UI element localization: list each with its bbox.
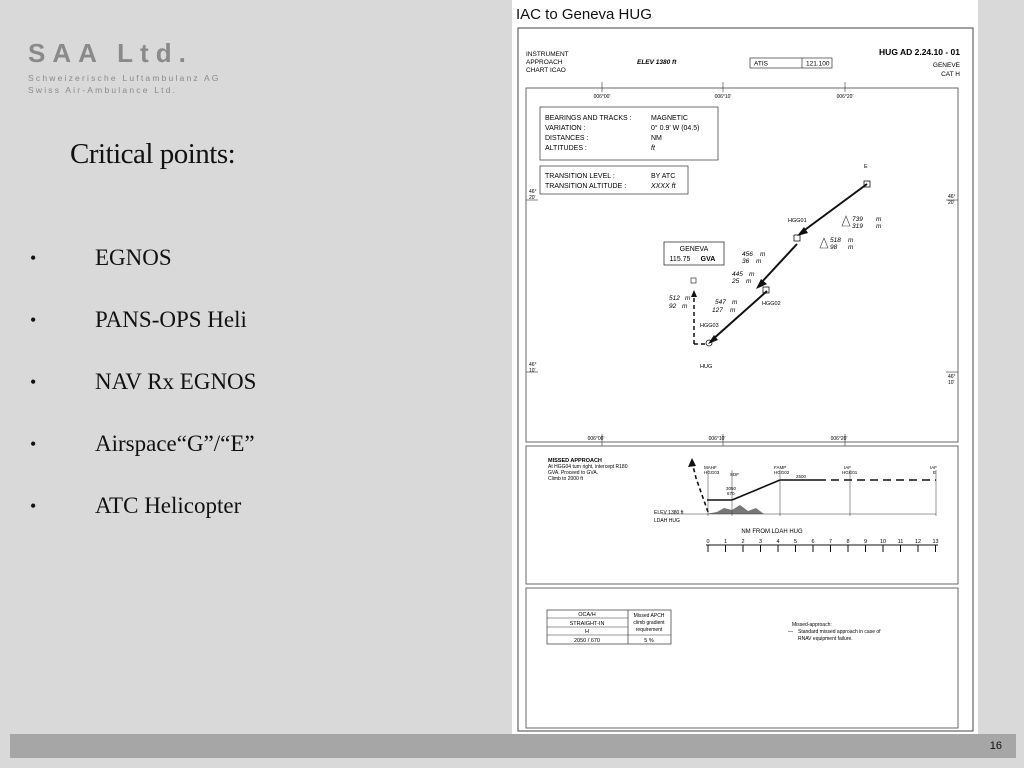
svg-text:13: 13 bbox=[932, 539, 939, 545]
bullet-text: ATC Helicopter bbox=[95, 493, 242, 518]
note-line: Standard missed approach in case of bbox=[798, 629, 881, 635]
svg-text:m: m bbox=[876, 223, 882, 230]
atis-freq: 121.100 bbox=[806, 60, 830, 68]
obstacle-ft: 512 bbox=[669, 295, 680, 302]
company-subtitle-en: Swiss Air-Ambulance Ltd. bbox=[28, 85, 178, 95]
company-logo bbox=[28, 38, 221, 96]
table-cell: 5 % bbox=[644, 638, 654, 644]
obstacle-m: 319 bbox=[852, 223, 863, 230]
info-label: ALTITUDES : bbox=[545, 145, 587, 152]
table-header: requirement bbox=[635, 627, 663, 633]
svg-text:0: 0 bbox=[706, 539, 710, 545]
transition-label: TRANSITION ALTITUDE : bbox=[545, 183, 627, 190]
transition-value: XXXX ft bbox=[651, 183, 676, 190]
bullet-icon: • bbox=[30, 434, 37, 454]
info-label: DISTANCES : bbox=[545, 135, 589, 142]
lon-tick-label: 006°20' bbox=[830, 436, 848, 442]
lat-tick-label: 46° bbox=[529, 362, 537, 368]
svg-text:m: m bbox=[848, 244, 854, 251]
info-value: MAGNETIC bbox=[651, 115, 688, 122]
header-line3: CHART ICAO bbox=[526, 67, 566, 74]
lat-tick-label: 46° bbox=[948, 374, 956, 380]
navaid-name: GENEVA bbox=[679, 246, 709, 253]
obstacle-m: 36 bbox=[742, 258, 750, 265]
chart-doc-id: HUG AD 2.24.10 - 01 bbox=[879, 47, 960, 57]
transition-label: TRANSITION LEVEL : bbox=[545, 173, 615, 180]
obstacle-icon bbox=[820, 238, 828, 248]
svg-text:12: 12 bbox=[914, 539, 922, 545]
company-name: SAA Ltd. bbox=[28, 38, 193, 68]
waypoint-label: HUG bbox=[700, 364, 713, 370]
waypoint-hgg01-icon bbox=[794, 235, 800, 241]
profile-point: FAMP bbox=[774, 465, 787, 470]
svg-text:m: m bbox=[732, 299, 738, 306]
profile-point: HGG03 bbox=[704, 470, 720, 475]
minima-frame bbox=[526, 588, 958, 728]
lon-ticks-top bbox=[594, 82, 854, 100]
lat-ticks bbox=[526, 189, 958, 386]
bullet-text: Airspace“G”/“E” bbox=[95, 431, 255, 456]
lat-tick-label: 46° bbox=[529, 189, 537, 195]
approach-chart-image bbox=[512, 0, 978, 734]
info-label: BEARINGS AND TRACKS : bbox=[545, 115, 632, 122]
lon-tick-label: 006°20' bbox=[836, 94, 854, 100]
svg-text:10: 10 bbox=[879, 539, 887, 545]
bullet-text: EGNOS bbox=[95, 245, 172, 270]
svg-text:m: m bbox=[746, 278, 752, 285]
bullet-icon: • bbox=[30, 310, 37, 330]
table-header: OCA/H bbox=[578, 612, 596, 618]
approach-chart bbox=[512, 0, 978, 734]
profile-altitude: 670 bbox=[727, 491, 735, 496]
obstacle-ft: 445 bbox=[732, 271, 743, 278]
table-header: Missed APCH bbox=[633, 613, 665, 619]
profile-point: HGG01 bbox=[842, 470, 858, 475]
header-line1: INSTRUMENT bbox=[526, 51, 569, 58]
footer-bar bbox=[10, 734, 1016, 758]
slide-title: Critical points: bbox=[70, 138, 236, 170]
svg-text:1: 1 bbox=[723, 539, 728, 545]
svg-text:2: 2 bbox=[741, 539, 745, 545]
header-elev: ELEV 1380 ft bbox=[637, 59, 677, 66]
note-line: RNAV equipment failure. bbox=[798, 636, 853, 642]
svg-text:5: 5 bbox=[793, 539, 798, 545]
lat-tick-label: 20' bbox=[948, 200, 955, 206]
info-value: NM bbox=[651, 135, 662, 142]
obstacle-ft: 456 bbox=[742, 251, 753, 258]
chart-category: CAT H bbox=[941, 71, 960, 78]
svg-text:3: 3 bbox=[758, 539, 763, 545]
svg-text:m: m bbox=[848, 237, 854, 244]
transition-value: BY ATC bbox=[651, 173, 676, 180]
lat-tick-label: 10' bbox=[948, 380, 955, 386]
obstacle-ft: 739 bbox=[852, 216, 863, 223]
table-subheader: H bbox=[585, 629, 589, 635]
profile-point: HGG02 bbox=[774, 470, 790, 475]
header-line2: APPROACH bbox=[526, 59, 563, 66]
svg-text:8: 8 bbox=[846, 539, 850, 545]
lon-ticks-bottom bbox=[588, 434, 848, 446]
profile-point: SDF bbox=[730, 472, 739, 477]
table-subheader: STRAIGHT-IN bbox=[569, 621, 605, 627]
waypoint-label: E bbox=[864, 164, 868, 170]
waypoint-label: HGG01 bbox=[788, 218, 807, 224]
svg-text:m: m bbox=[876, 216, 882, 223]
navaid-freq: 115.75 bbox=[669, 256, 691, 263]
chart-title: IAC to Geneva HUG bbox=[516, 6, 652, 23]
obstacle-m: 98 bbox=[830, 244, 838, 251]
svg-text:m: m bbox=[756, 258, 762, 265]
missed-approach-line: At HGG04 turn right, intercept R180 bbox=[548, 464, 628, 470]
note-dash-icon: — bbox=[788, 629, 793, 635]
profile-elev: ELEV 1380 ft bbox=[654, 510, 684, 516]
navaid-ident: GVA bbox=[700, 256, 716, 263]
bullet-icon: • bbox=[30, 372, 37, 392]
missed-approach-line: Climb to 2000 ft bbox=[548, 476, 584, 482]
svg-text:9: 9 bbox=[863, 539, 868, 545]
svg-text:6: 6 bbox=[811, 539, 815, 545]
profile-point: IAF bbox=[930, 465, 938, 470]
company-subtitle-de: Schweizerische Luftambulanz AG bbox=[28, 73, 221, 83]
scale-title: NM FROM LDAH HUG bbox=[741, 529, 803, 535]
svg-text:m: m bbox=[682, 303, 688, 310]
table-cell: 2050 / 670 bbox=[574, 638, 600, 644]
atis-label: ATIS bbox=[754, 60, 768, 68]
minima-table bbox=[547, 610, 671, 644]
lon-tick-label: 006°10' bbox=[708, 436, 726, 442]
bullet-text: PANS-OPS Heli bbox=[95, 307, 247, 332]
svg-text:7: 7 bbox=[828, 539, 833, 545]
lat-tick-label: 20' bbox=[529, 195, 536, 201]
note-title: Missed-approach: bbox=[792, 622, 832, 628]
obstacle-m: 127 bbox=[712, 307, 723, 314]
profile-point: MAHF bbox=[704, 465, 717, 470]
missed-approach-line: GVA. Proceed to GVA. bbox=[548, 470, 599, 476]
table-header: climb gradient bbox=[633, 620, 665, 626]
bullet-text: NAV Rx EGNOS bbox=[95, 369, 257, 394]
info-label: VARIATION : bbox=[545, 125, 586, 132]
bullet-icon: • bbox=[30, 248, 37, 268]
svg-text:m: m bbox=[685, 295, 691, 302]
profile-point: E bbox=[933, 470, 937, 475]
obstacle-ft: 518 bbox=[830, 237, 841, 244]
obstacle-m: 25 bbox=[732, 278, 740, 285]
svg-text:m: m bbox=[760, 251, 766, 258]
waypoint-label: HGG03 bbox=[700, 323, 719, 329]
info-value: ft bbox=[651, 145, 655, 152]
obstacle-m: 92 bbox=[669, 303, 677, 310]
svg-text:4: 4 bbox=[776, 539, 780, 545]
lon-tick-label: 006°00' bbox=[587, 436, 605, 442]
obstacle-ft: 547 bbox=[715, 299, 726, 306]
missed-approach-title: MISSED APPROACH bbox=[548, 458, 602, 464]
page-number: 16 bbox=[989, 740, 1002, 752]
profile-ldah: LDAH HUG bbox=[654, 518, 680, 524]
profile-point: IAF bbox=[844, 465, 852, 470]
bullet-icon: • bbox=[30, 496, 37, 516]
lat-tick-label: 10' bbox=[529, 368, 536, 374]
svg-text:11: 11 bbox=[897, 539, 904, 545]
vor-symbol-icon bbox=[691, 278, 696, 283]
info-value: 0° 0.9' W (04.5) bbox=[651, 125, 700, 132]
waypoint-label: HGG02 bbox=[762, 301, 781, 307]
svg-text:m: m bbox=[749, 271, 755, 278]
chart-location: GENEVE bbox=[932, 62, 960, 69]
lon-tick-label: 006°10' bbox=[714, 94, 732, 100]
obstacle-icon bbox=[842, 216, 850, 226]
lon-tick-label: 006°00' bbox=[593, 94, 611, 100]
profile-altitude: 3050 bbox=[726, 486, 737, 491]
svg-text:m: m bbox=[730, 307, 736, 314]
profile-altitude: 2500 bbox=[796, 474, 807, 479]
lat-tick-label: 46° bbox=[948, 194, 956, 200]
